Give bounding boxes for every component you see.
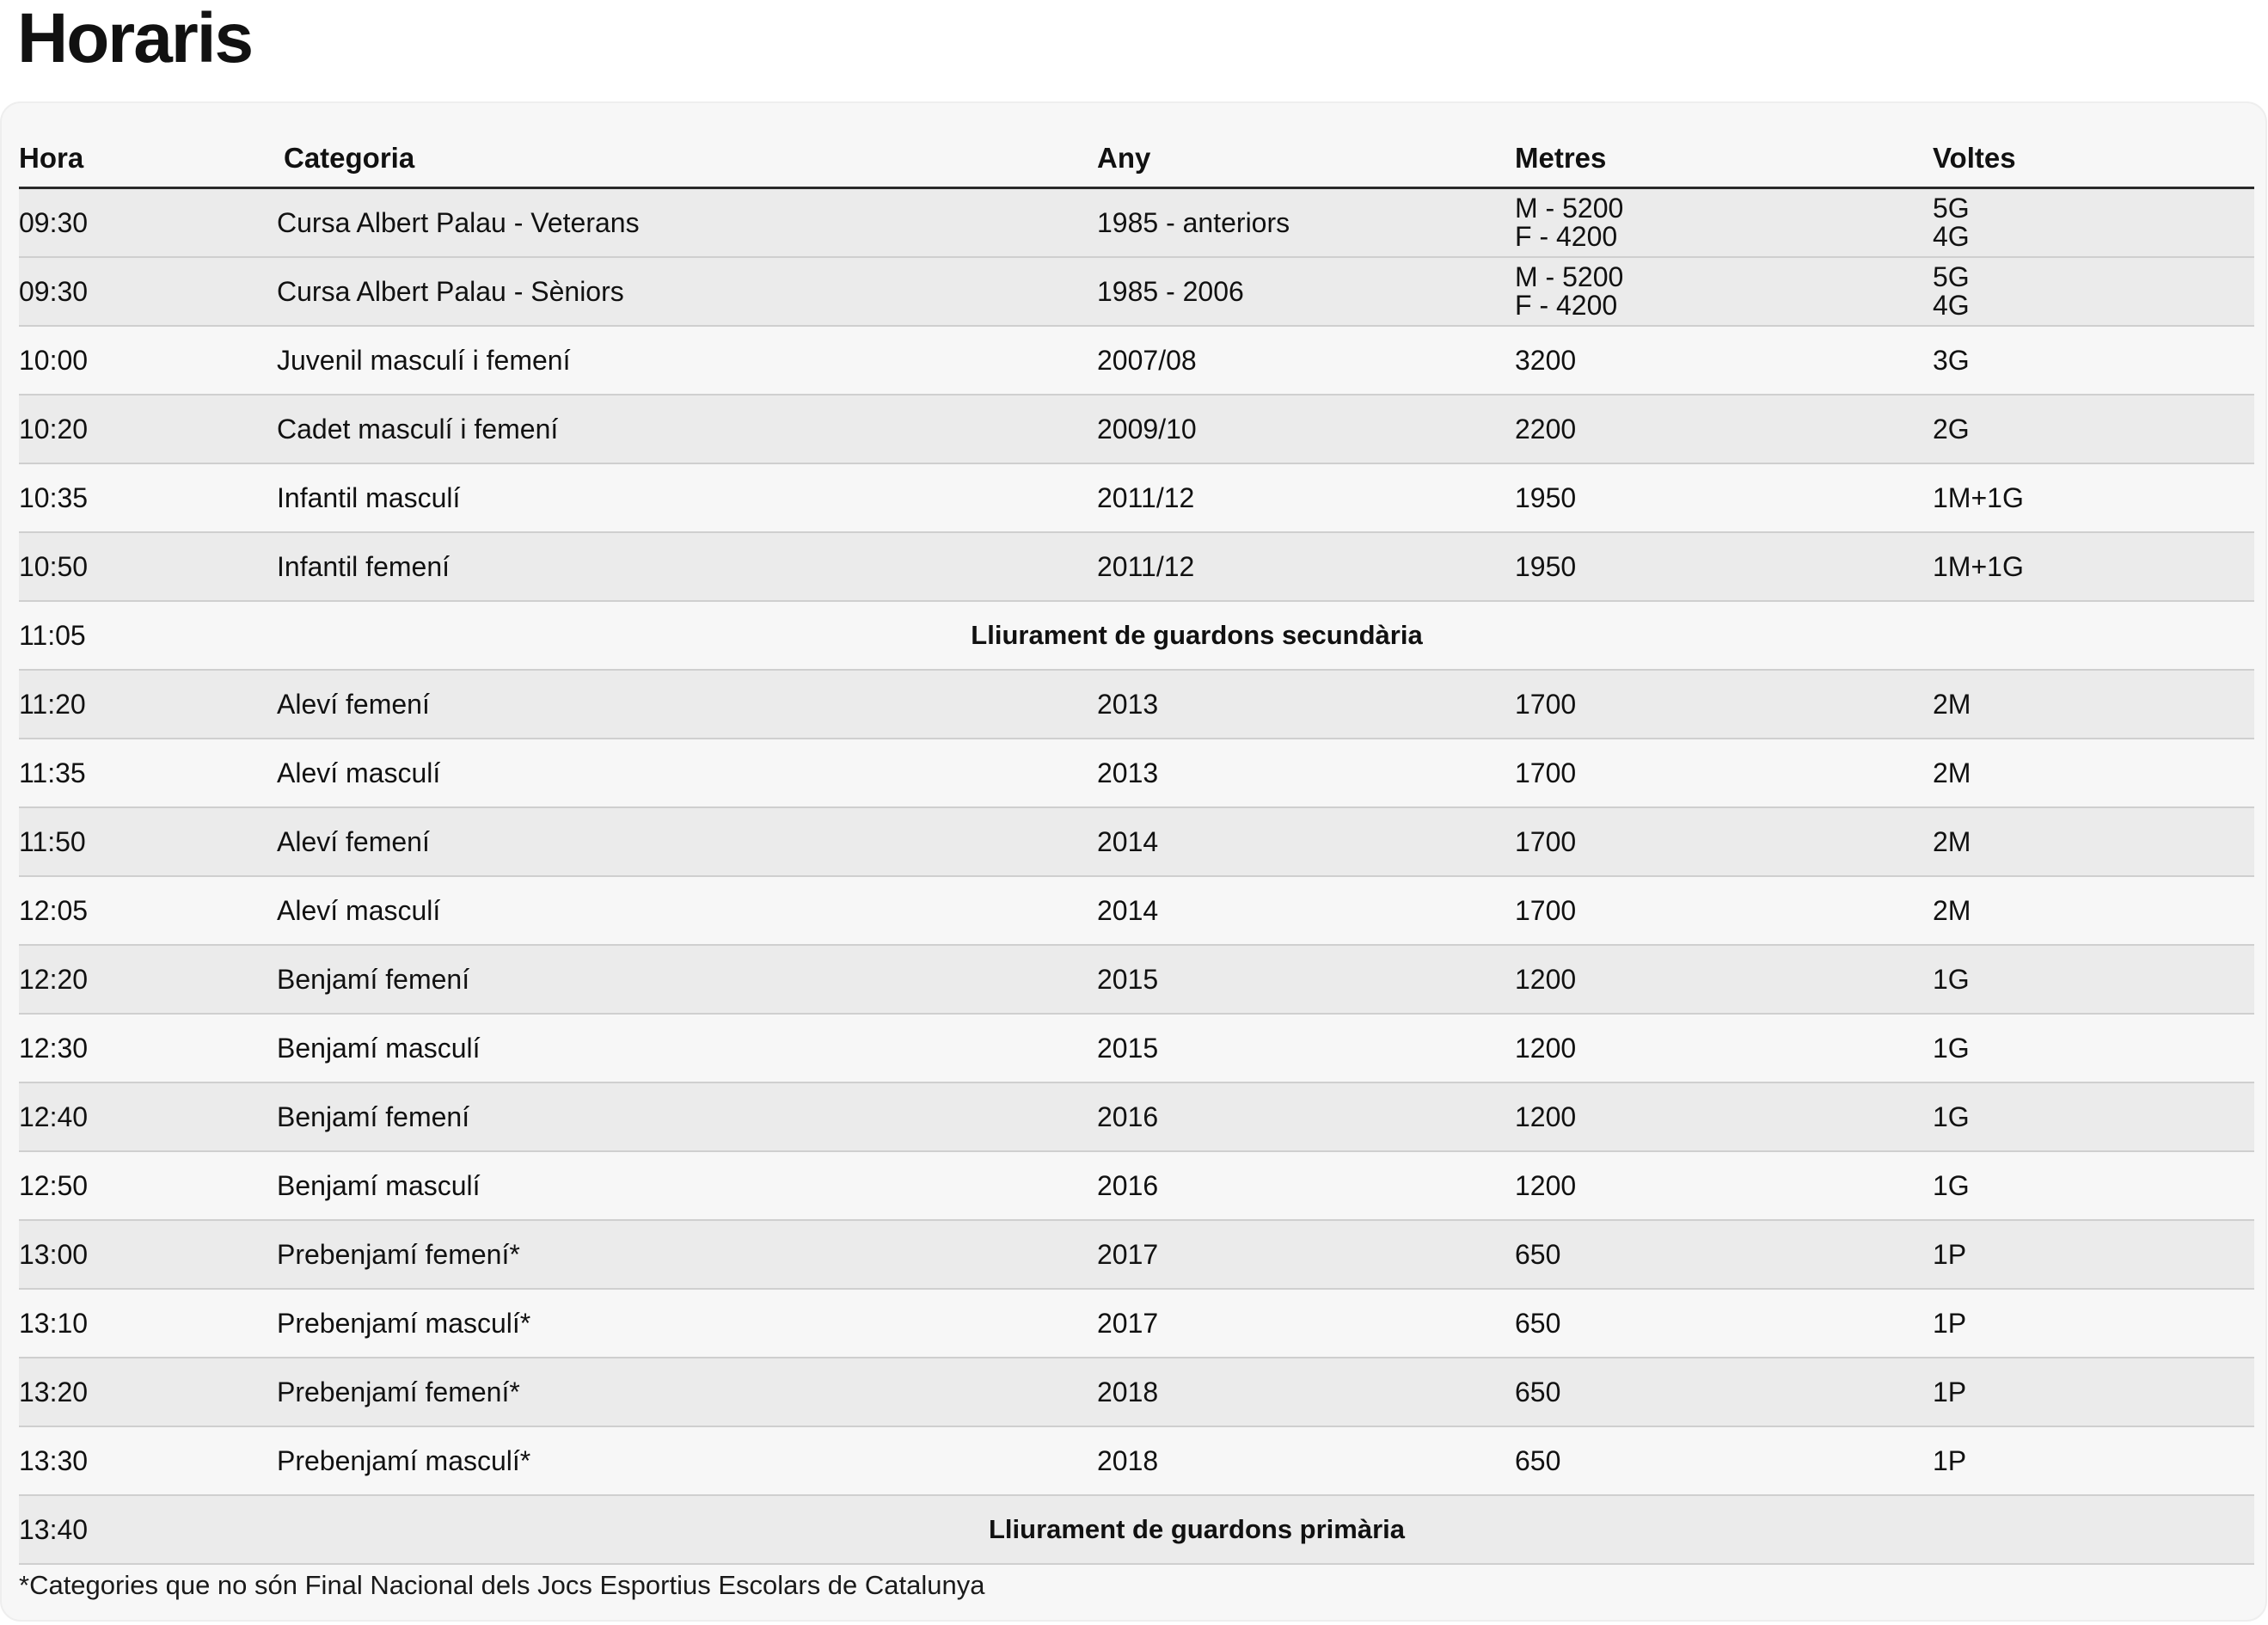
cell-any: 2013 bbox=[1097, 757, 1159, 788]
table-row bbox=[19, 189, 2254, 258]
cell-any: 2016 bbox=[1097, 1170, 1159, 1201]
award-ceremony-label: Lliurament de guardons secundària bbox=[971, 620, 1423, 650]
cell-any: 2015 bbox=[1097, 964, 1159, 995]
metres-masculi: M - 5200 bbox=[1515, 261, 1624, 292]
table-row bbox=[19, 808, 2254, 877]
table-header bbox=[19, 129, 2254, 189]
cell-any: 2014 bbox=[1097, 895, 1159, 926]
cell-categoria: Cadet masculí i femení bbox=[277, 414, 559, 445]
cell-any: 1985 - anteriors bbox=[1097, 207, 1290, 238]
cell-any: 2013 bbox=[1097, 689, 1159, 720]
schedule-card bbox=[0, 101, 2267, 1622]
cell-categoria: Aleví masculí bbox=[277, 895, 441, 926]
cell-metres: 1200 bbox=[1515, 964, 1577, 995]
cell-categoria: Aleví masculí bbox=[277, 757, 441, 788]
table-row bbox=[19, 258, 2254, 327]
cell-categoria: Benjamí masculí bbox=[277, 1170, 481, 1201]
table-row bbox=[19, 1015, 2254, 1083]
cell-metres: 1700 bbox=[1515, 689, 1577, 720]
schedule-table bbox=[19, 129, 2254, 1565]
cell-metres: 650 bbox=[1515, 1445, 1561, 1476]
cell-metres: 650 bbox=[1515, 1239, 1561, 1270]
cell-categoria: Prebenjamí masculí* bbox=[277, 1308, 531, 1339]
cell-hora: 11:35 bbox=[19, 757, 86, 788]
cell-voltes: 1P bbox=[1933, 1308, 1967, 1339]
cell-voltes: 3G bbox=[1933, 345, 1970, 376]
cell-voltes: 1P bbox=[1933, 1239, 1967, 1270]
page-title: Horaris bbox=[17, 0, 253, 77]
table-row bbox=[19, 1290, 2254, 1358]
cell-hora: 13:10 bbox=[19, 1308, 89, 1339]
cell-categoria: Aleví femení bbox=[277, 826, 430, 857]
table-row bbox=[19, 671, 2254, 739]
cell-voltes: 1P bbox=[1933, 1377, 1967, 1407]
table-row-award bbox=[19, 602, 2254, 671]
table-row bbox=[19, 1083, 2254, 1152]
voltes-masculi: 5G bbox=[1933, 261, 1970, 292]
table-row bbox=[19, 946, 2254, 1015]
cell-voltes: 1G bbox=[1933, 1033, 1970, 1064]
cell-metres: 1700 bbox=[1515, 757, 1577, 788]
header-voltes: Voltes bbox=[1933, 141, 2016, 174]
cell-any: 2009/10 bbox=[1097, 414, 1197, 445]
cell-metres bbox=[1515, 194, 1933, 251]
cell-metres: 1700 bbox=[1515, 895, 1577, 926]
cell-hora: 13:30 bbox=[19, 1445, 89, 1476]
cell-voltes: 1M+1G bbox=[1933, 482, 2024, 513]
cell-any: 2017 bbox=[1097, 1239, 1159, 1270]
cell-any: 2015 bbox=[1097, 1033, 1159, 1064]
cell-categoria: Benjamí femení bbox=[277, 964, 470, 995]
cell-categoria: Prebenjamí femení* bbox=[277, 1377, 520, 1407]
cell-voltes: 1M+1G bbox=[1933, 551, 2024, 582]
metres-femeni: F - 4200 bbox=[1515, 290, 1618, 321]
cell-hora: 13:00 bbox=[19, 1239, 89, 1270]
cell-hora: 12:20 bbox=[19, 964, 89, 995]
cell-categoria: Aleví femení bbox=[277, 689, 430, 720]
cell-voltes bbox=[1933, 263, 2251, 320]
cell-categoria: Benjamí femení bbox=[277, 1101, 470, 1132]
cell-voltes: 2M bbox=[1933, 895, 1971, 926]
cell-hora: 13:40 bbox=[19, 1514, 89, 1545]
table-row-award bbox=[19, 1496, 2254, 1565]
cell-metres: 1200 bbox=[1515, 1170, 1577, 1201]
cell-hora: 11:20 bbox=[19, 689, 86, 720]
table-row bbox=[19, 1152, 2254, 1221]
cell-hora: 12:40 bbox=[19, 1101, 89, 1132]
cell-metres: 1950 bbox=[1515, 551, 1577, 582]
cell-any: 1985 - 2006 bbox=[1097, 276, 1244, 307]
cell-metres bbox=[1515, 263, 1933, 320]
cell-metres: 1950 bbox=[1515, 482, 1577, 513]
cell-hora: 11:05 bbox=[19, 620, 86, 651]
metres-femeni: F - 4200 bbox=[1515, 221, 1618, 252]
cell-metres: 1700 bbox=[1515, 826, 1577, 857]
cell-categoria: Prebenjamí masculí* bbox=[277, 1445, 531, 1476]
header-metres: Metres bbox=[1515, 141, 1607, 174]
table-row bbox=[19, 1427, 2254, 1496]
table-row bbox=[19, 533, 2254, 602]
cell-any: 2016 bbox=[1097, 1101, 1159, 1132]
cell-hora: 10:50 bbox=[19, 551, 89, 582]
cell-voltes: 1G bbox=[1933, 964, 1970, 995]
cell-categoria: Benjamí masculí bbox=[277, 1033, 481, 1064]
cell-hora: 12:05 bbox=[19, 895, 89, 926]
cell-categoria: Infantil femení bbox=[277, 551, 450, 582]
header-categoria: Categoria bbox=[284, 141, 415, 174]
cell-any: 2014 bbox=[1097, 826, 1159, 857]
cell-categoria: Cursa Albert Palau - Sèniors bbox=[277, 276, 624, 307]
cell-voltes: 1G bbox=[1933, 1170, 1970, 1201]
cell-hora: 09:30 bbox=[19, 207, 89, 238]
cell-categoria: Prebenjamí femení* bbox=[277, 1239, 520, 1270]
cell-metres: 650 bbox=[1515, 1377, 1561, 1407]
cell-hora: 12:50 bbox=[19, 1170, 89, 1201]
cell-categoria: Cursa Albert Palau - Veterans bbox=[277, 207, 640, 238]
cell-any: 2011/12 bbox=[1097, 482, 1195, 513]
cell-any: 2017 bbox=[1097, 1308, 1159, 1339]
cell-hora: 13:20 bbox=[19, 1377, 89, 1407]
voltes-masculi: 5G bbox=[1933, 193, 1970, 224]
cell-voltes: 2M bbox=[1933, 757, 1971, 788]
cell-hora: 09:30 bbox=[19, 276, 89, 307]
table-row bbox=[19, 739, 2254, 808]
cell-metres: 1200 bbox=[1515, 1033, 1577, 1064]
header-hora: Hora bbox=[19, 141, 84, 174]
cell-hora: 10:00 bbox=[19, 345, 89, 376]
header-any: Any bbox=[1097, 141, 1151, 174]
voltes-femeni: 4G bbox=[1933, 221, 1970, 252]
cell-categoria: Infantil masculí bbox=[277, 482, 461, 513]
cell-voltes: 2M bbox=[1933, 689, 1971, 720]
cell-voltes: 1P bbox=[1933, 1445, 1967, 1476]
table-row bbox=[19, 464, 2254, 533]
award-ceremony-label: Lliurament de guardons primària bbox=[988, 1514, 1406, 1544]
cell-voltes: 1G bbox=[1933, 1101, 1970, 1132]
table-row bbox=[19, 1358, 2254, 1427]
cell-voltes bbox=[1933, 194, 2251, 251]
cell-any: 2011/12 bbox=[1097, 551, 1195, 582]
cell-hora: 10:35 bbox=[19, 482, 89, 513]
cell-hora: 11:50 bbox=[19, 826, 86, 857]
table-row bbox=[19, 1221, 2254, 1290]
table-row bbox=[19, 327, 2254, 396]
cell-hora: 12:30 bbox=[19, 1033, 89, 1064]
cell-voltes: 2M bbox=[1933, 826, 1971, 857]
cell-any: 2007/08 bbox=[1097, 345, 1197, 376]
cell-categoria: Juvenil masculí i femení bbox=[277, 345, 571, 376]
cell-metres: 2200 bbox=[1515, 414, 1577, 445]
cell-any: 2018 bbox=[1097, 1445, 1159, 1476]
footnote: *Categories que no són Final Nacional dels Jocs Esportius Escolars de Catalunya bbox=[19, 1570, 985, 1600]
cell-hora: 10:20 bbox=[19, 414, 89, 445]
cell-voltes: 2G bbox=[1933, 414, 1970, 445]
metres-masculi: M - 5200 bbox=[1515, 193, 1624, 224]
cell-any: 2018 bbox=[1097, 1377, 1159, 1407]
cell-metres: 3200 bbox=[1515, 345, 1577, 376]
cell-metres: 1200 bbox=[1515, 1101, 1577, 1132]
voltes-femeni: 4G bbox=[1933, 290, 1970, 321]
table-row bbox=[19, 877, 2254, 946]
cell-metres: 650 bbox=[1515, 1308, 1561, 1339]
table-row bbox=[19, 396, 2254, 464]
